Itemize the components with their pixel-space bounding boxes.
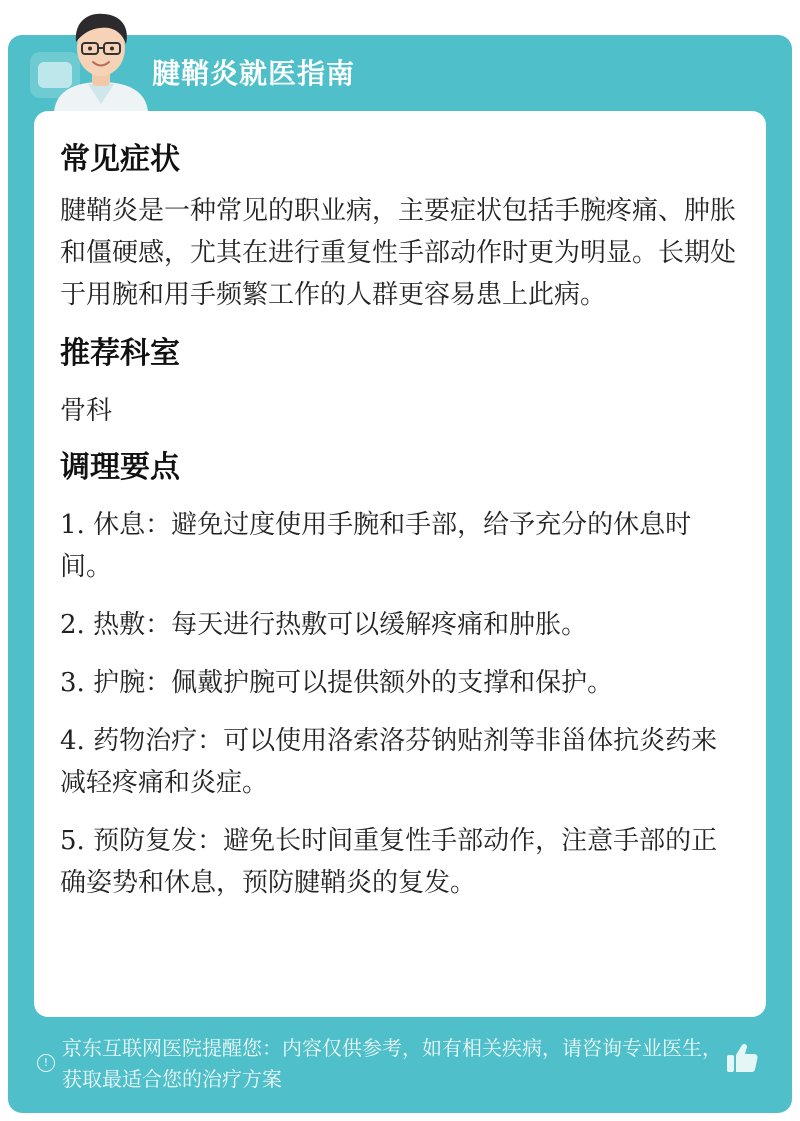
list-item-number: 3. [60,668,85,698]
list-item [60,662,740,704]
list-item-text: 药物治疗：可以使用洛索洛芬钠贴剂等非甾体抗炎药来减轻疼痛和炎症。 [60,726,718,798]
page-title: 腱鞘炎就医指南 [152,57,356,90]
doctor-avatar [46,6,156,112]
list-item [60,604,740,646]
list-item [60,820,740,904]
list-item-text: 护腕：佩戴护腕可以提供额外的支撑和保护。 [93,668,614,698]
info-icon: ! [37,1054,55,1072]
list-item-number: 5. [60,826,85,856]
disclaimer-text: 京东互联网医院提醒您：内容仅供参考，如有相关疾病，请咨询专业医生，获取最适合您的治疗方案 [62,1036,722,1091]
symptoms-title: 常见症状 [60,142,180,177]
department-text: 骨科 [60,396,113,426]
content-body [60,130,740,920]
list-item [60,720,740,804]
department-title: 推荐科室 [60,336,180,371]
care-title: 调理要点 [60,450,180,485]
care-list [60,504,740,904]
list-item-text: 休息：避免过度使用手腕和手部，给予充分的休息时间。 [60,510,692,582]
list-item-number: 4. [60,726,85,756]
list-item-number: 2. [60,610,85,640]
list-item [60,504,740,588]
thumbs-up-icon[interactable] [724,1040,760,1076]
list-item-text: 预防复发：避免长时间重复性手部动作，注意手部的正确姿势和休息，预防腱鞘炎的复发。 [60,826,718,898]
symptoms-text: 腱鞘炎是一种常见的职业病，主要症状包括手腕疼痛、肿胀和僵硬感，尤其在进行重复性手部动作时更为明显。长期处于用腕和用手频繁工作的人群更容易患上此病。 [60,196,737,310]
list-item-number: 1. [60,510,85,540]
list-item-text: 热敷：每天进行热敷可以缓解疼痛和肿胀。 [93,610,588,640]
